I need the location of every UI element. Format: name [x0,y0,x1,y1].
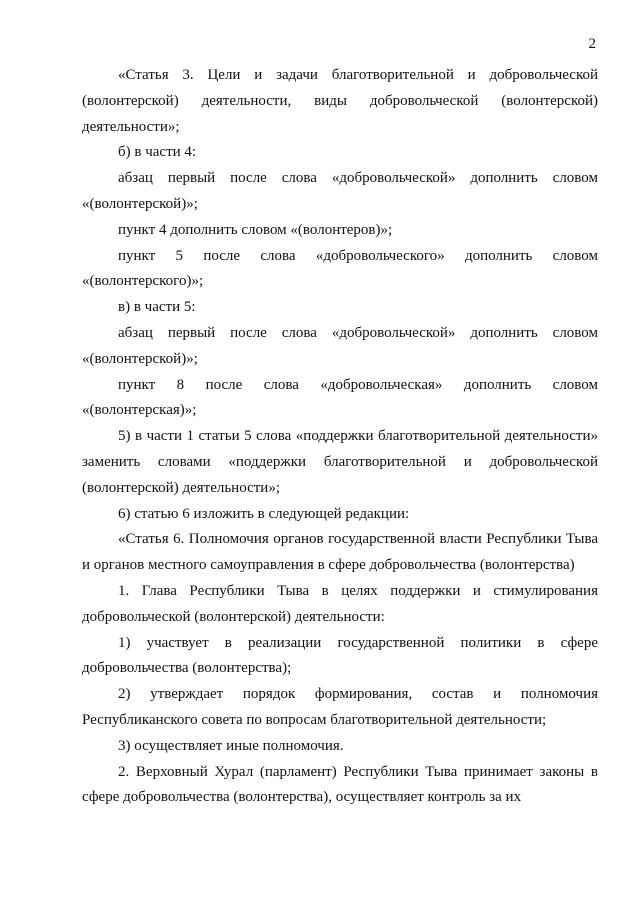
paragraph: абзац первый после слова «добровольческой» дополнить словом «(волонтерской)»; [82,324,598,367]
paragraph: абзац первый после слова «добровольческой» дополнить словом «(волонтерской)»; [82,170,598,212]
paragraph: «Статья 6. Полномочия органов государственной власти Республики Тыва и органов местного самоуправления в сфере добровольчества (волонтерства) [82,531,598,574]
paragraph: 1) участвует в реализации государственной политики в сфере добровольчества (волонтерства); [82,634,598,677]
paragraph: пункт 4 дополнить словом «(волонтеров)»; [118,221,393,238]
paragraph: 5) в части 1 статьи 5 слова «поддержки благотворительной деятельности» заменить словами «поддержки благотворительной и добровольческой (волонтерской) деятельности»; [82,428,598,496]
paragraph: 2) утверждает порядок формирования, состав и полномочия Республиканского совета по вопросам благотворительной деятельности; [82,686,598,728]
page-number: 2 [588,36,596,52]
paragraph: 1. Глава Республики Тыва в целях поддержки и стимулирования добровольческой (волонтерской) деятельности: [82,582,598,625]
paragraph: в) в части 5: [118,299,196,316]
paragraph: пункт 8 после слова «добровольческая» дополнить словом «(волонтерская)»; [82,376,598,419]
paragraph: 2. Верховный Хурал (парламент) Республики Тыва принимает законы в сфере добровольчества (волонтерства), осуществляет контроль за их [82,763,598,806]
paragraph: б) в части 4: [118,144,197,161]
paragraph: 6) статью 6 изложить в следующей редакции: [118,505,410,522]
document-body [82,63,598,811]
paragraph: 3) осуществляет иные полномочия. [118,737,344,754]
paragraph: пункт 5 после слова «добровольческого» дополнить словом «(волонтерского)»; [82,247,598,290]
paragraph: «Статья 3. Цели и задачи благотворительной и добровольческой (волонтерской) деятельности, виды добровольческой (волонтерской) деятельности»; [82,67,598,135]
